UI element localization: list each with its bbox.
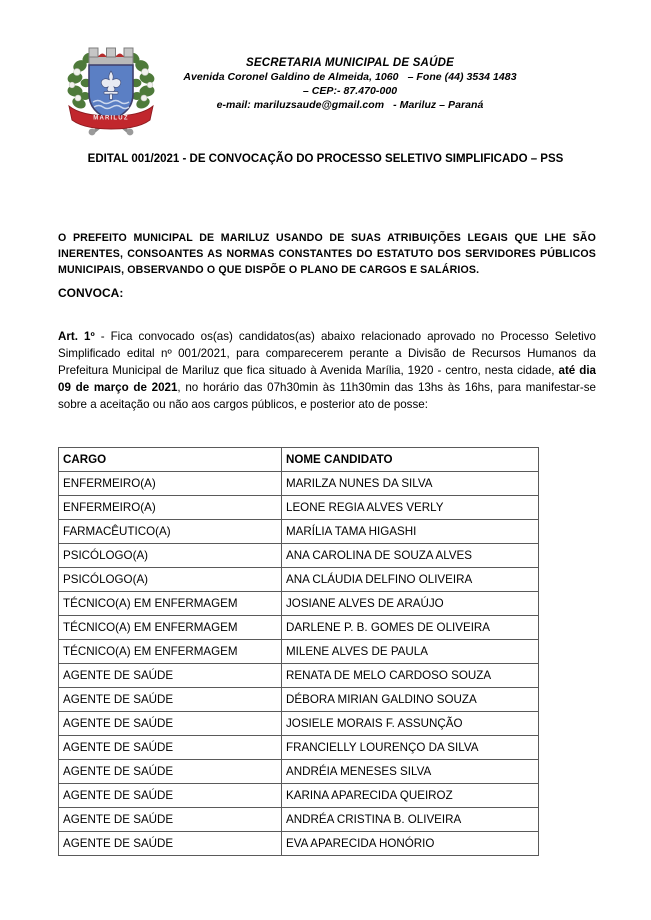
cell-cargo: TÉCNICO(A) EM ENFERMAGEM (59, 616, 282, 640)
cell-cargo: AGENTE DE SAÚDE (59, 736, 282, 760)
convoca-heading: CONVOCA: (58, 286, 124, 300)
phone-text: – Fone (44) 3534 1483 (407, 71, 517, 84)
brasao-banner-label: MARILUZ (93, 115, 129, 122)
article-paragraph (58, 328, 596, 413)
article-label: Art. 1º (58, 330, 95, 343)
cell-cargo: PSICÓLOGO(A) (59, 544, 282, 568)
cell-nome: KARINA APARECIDA QUEIROZ (282, 784, 539, 808)
cell-cargo: ENFERMEIRO(A) (59, 496, 282, 520)
cell-cargo: AGENTE DE SAÚDE (59, 688, 282, 712)
column-header-nome: NOME CANDIDATO (282, 448, 539, 472)
table-row (59, 832, 539, 856)
address-text: Avenida Coronel Galdino de Almeida, 1060 (183, 71, 399, 84)
email-text[interactable]: e-mail: mariluzsaude@gmail.com (216, 98, 385, 111)
cell-nome: LEONE REGIA ALVES VERLY (282, 496, 539, 520)
cell-cargo: AGENTE DE SAÚDE (59, 760, 282, 784)
article-text-part-1: - Fica convocado os(as) candidatos(as) abaixo relacionado aprovado no Processo Seletivo Simplificado edital nº 001/2021, para comparecerem perante a Divisão de Recursos Humanos da Prefeitura Municipal de Mariluz que fica situado à Avenida Marília, 1920 - centro, nesta cidade, (58, 330, 597, 378)
table-row (59, 592, 539, 616)
table-row (59, 784, 539, 808)
column-header-cargo: CARGO (59, 448, 282, 472)
cep-line: – CEP:- 87.470-000 (302, 85, 398, 98)
table-row (59, 568, 539, 592)
cell-nome: ANA CAROLINA DE SOUZA ALVES (282, 544, 539, 568)
letterhead-text (150, 56, 550, 113)
cell-nome: RENATA DE MELO CARDOSO SOUZA (282, 664, 539, 688)
letterhead (0, 30, 651, 142)
table-row (59, 736, 539, 760)
cell-nome: DÉBORA MIRIAN GALDINO SOUZA (282, 688, 539, 712)
cell-nome: EVA APARECIDA HONÓRIO (282, 832, 539, 856)
table-row (59, 616, 539, 640)
cell-nome: MARILZA NUNES DA SILVA (282, 472, 539, 496)
cell-nome: ANA CLÁUDIA DELFINO OLIVEIRA (282, 568, 539, 592)
table-row (59, 808, 539, 832)
table-row (59, 664, 539, 688)
city-state-text: - Mariluz – Paraná (393, 98, 484, 111)
article-deadline-emphasis: até dia 09 de março de 2021 (58, 364, 596, 395)
cell-nome: ANDRÉIA MENESES SILVA (282, 760, 539, 784)
table-row (59, 688, 539, 712)
table-row (59, 544, 539, 568)
cell-nome: FRANCIELLY LOURENÇO DA SILVA (282, 736, 539, 760)
cell-nome: DARLENE P. B. GOMES DE OLIVEIRA (282, 616, 539, 640)
organization-name: SECRETARIA MUNICIPAL DE SAÚDE (246, 57, 454, 69)
table-header-row (59, 448, 539, 472)
cell-cargo: AGENTE DE SAÚDE (59, 832, 282, 856)
table-row (59, 712, 539, 736)
table-body (59, 472, 539, 856)
table-row (59, 640, 539, 664)
address-line (150, 71, 550, 85)
cell-nome: MARÍLIA TAMA HIGASHI (282, 520, 539, 544)
cell-cargo: FARMACÊUTICO(A) (59, 520, 282, 544)
table-row (59, 496, 539, 520)
cell-nome: JOSIANE ALVES DE ARAÚJO (282, 592, 539, 616)
candidates-table (58, 447, 539, 856)
cell-nome: MILENE ALVES DE PAULA (282, 640, 539, 664)
table-row (59, 472, 539, 496)
table-row (59, 760, 539, 784)
cell-cargo: AGENTE DE SAÚDE (59, 784, 282, 808)
cell-nome: ANDRÉA CRISTINA B. OLIVEIRA (282, 808, 539, 832)
cell-cargo: ENFERMEIRO(A) (59, 472, 282, 496)
cell-cargo: AGENTE DE SAÚDE (59, 712, 282, 736)
article-text-part-2: , no horário das 07h30min às 11h30min das 13hs às 16hs, para manifestar-se sobre a aceitação ou não aos cargos públicos, e posterior ato de posse: (58, 381, 596, 412)
cell-cargo: PSICÓLOGO(A) (59, 568, 282, 592)
preamble-paragraph: O PREFEITO MUNICIPAL DE MARILUZ USANDO DE SUAS ATRIBUIÇÕES LEGAIS QUE LHE SÃO INERENTES, CONSOANTES AS NORMAS CONSTANTES DO ESTATUTO DOS SERVIDORES PÚBLICOS MUNICIPAIS, OBSERVANDO O QUE DISPÕE O PLANO DE CARGOS E SALÁRIOS. (58, 232, 596, 277)
document-title: EDITAL 001/2021 - DE CONVOCAÇÃO DO PROCESSO SELETIVO SIMPLIFICADO – PSS (87, 153, 564, 165)
table-row (59, 520, 539, 544)
cell-cargo: TÉCNICO(A) EM ENFERMAGEM (59, 640, 282, 664)
cell-cargo: TÉCNICO(A) EM ENFERMAGEM (59, 592, 282, 616)
cell-cargo: AGENTE DE SAÚDE (59, 808, 282, 832)
cell-nome: JOSIELE MORAIS F. ASSUNÇÃO (282, 712, 539, 736)
cell-cargo: AGENTE DE SAÚDE (59, 664, 282, 688)
email-line (150, 99, 550, 113)
